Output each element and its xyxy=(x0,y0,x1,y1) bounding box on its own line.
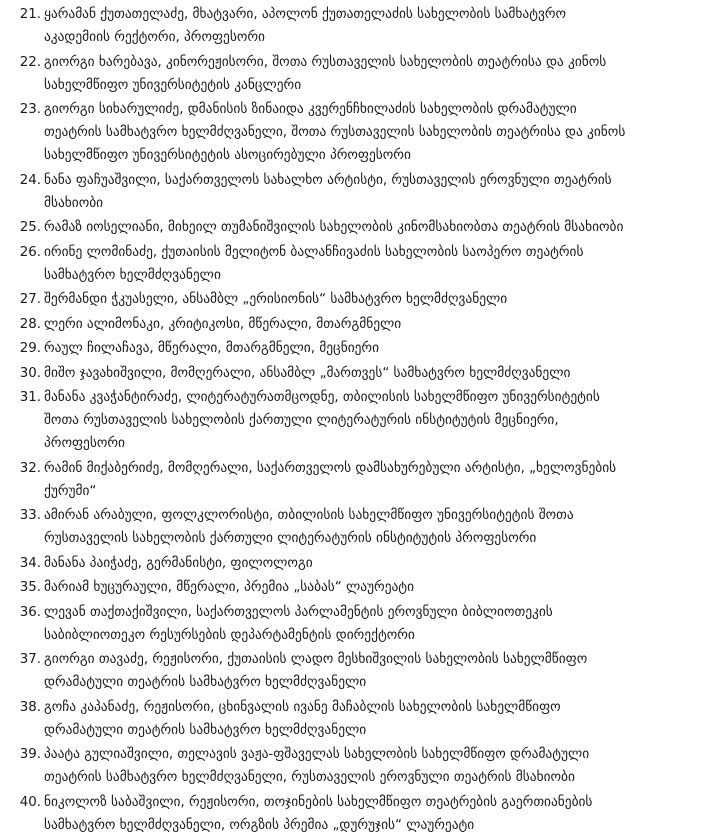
list-item-number: 23. xyxy=(19,102,41,117)
list-item-line: შოთა რუსთაველის სახელობის ქართული ლიტერატურის ინსტიტუტის მეცნიერი, xyxy=(44,413,559,428)
list-item-text xyxy=(44,457,701,503)
list-item-number: 27. xyxy=(19,292,41,307)
list-item-text xyxy=(44,504,701,550)
list-item-number: 24. xyxy=(19,172,41,188)
list-item-line: მანანა კვაჭანტირაძე, ლიტერატურათმცოდნე, თბილისის სახელმწიფო უნივერსიტეტის xyxy=(44,390,600,405)
list-item-line: მარიამ ხუცურაული, მწერალი, პრემია „საბას“ ლაურეატი xyxy=(44,580,415,595)
list-item xyxy=(0,337,701,360)
list-item-number: 33. xyxy=(19,508,41,523)
list-item-line: სამხატვრო ხელმძღვანელი xyxy=(44,267,221,283)
list-item-line: გიორგი ხარებავა, კინორეჟისორი, შოთა რუსთაველის სახელობის თეატრისა და კინოს xyxy=(44,54,607,70)
list-item-number: 35. xyxy=(19,580,41,595)
list-item xyxy=(0,216,701,239)
list-item xyxy=(0,457,701,503)
list-item-line: მიშო ჯავახიშვილი, მომღერალი, ანსამბლ „მართვეს“ სამხატვრო ხელმძღვანელი xyxy=(44,365,571,381)
list-item-line: ქურუმი“ xyxy=(44,483,97,499)
list-item-line: პროფესორი xyxy=(44,436,125,451)
list-item xyxy=(0,743,701,789)
list-item-number: 40. xyxy=(19,794,41,810)
list-item-number: 31. xyxy=(19,390,41,405)
list-item xyxy=(0,791,701,837)
list-item-number: 39. xyxy=(19,747,41,762)
list-item xyxy=(0,169,701,215)
list-item-number: 30. xyxy=(19,365,41,381)
list-item-number: 25. xyxy=(19,220,41,235)
list-item-line: მანანა პაიჭაძე, გერმანისტი, ფილოლოგი xyxy=(44,555,313,571)
list-item xyxy=(0,696,701,742)
list-item-text xyxy=(44,241,701,287)
list-item-line: ამირან არაბული, ფოლკლორისტი, თბილისის სახელმწიფო უნივერსიტეტის შოთა xyxy=(44,508,574,523)
list-item-text xyxy=(44,337,701,360)
list-item xyxy=(0,648,701,694)
list-item-text xyxy=(44,576,701,599)
list-item-number: 34. xyxy=(19,555,41,571)
list-item-number: 28. xyxy=(19,316,41,332)
list-item-text xyxy=(44,313,701,336)
list-item-line: რაულ ჩილაჩავა, მწერალი, მთარგმნელი, მეცნიერი xyxy=(44,341,380,356)
list-item-line: გიორგი თავაძე, რეჟისორი, ქუთაისის ლადო მესხიშვილის სახელობის სახელმწიფო xyxy=(44,652,588,667)
list-item-number: 29. xyxy=(19,341,41,356)
list-item xyxy=(0,386,701,455)
list-item-line: რუსთაველის სახელობის ქართული ლიტერატურის ინსტიტუტის პროფესორი xyxy=(44,531,537,546)
list-item-text xyxy=(44,648,701,694)
list-item-line: ნანა ფაჩუაშვილი, საქართველოს სახალხო არტისტი, რუსთაველის ეროვნული თეატრის xyxy=(44,172,612,188)
list-item-line: შერმანდი ჭკუასელი, ანსამბლ „ერისიონის“ სამხატვრო ხელმძღვანელი xyxy=(44,292,508,307)
list-item-text xyxy=(44,696,701,742)
list-item xyxy=(0,601,701,647)
list-item-text xyxy=(44,98,701,167)
list-item xyxy=(0,552,701,575)
list-item-number: 36. xyxy=(19,604,41,620)
list-item-line: მსახიობი xyxy=(44,195,104,211)
list-item-line: პაატა გულიაშვილი, თელავის ვაჟა-ფშაველას სახელობის სახელმწიფო დრამატული xyxy=(44,747,590,762)
list-item-text xyxy=(44,288,701,311)
list-item-text xyxy=(44,3,701,49)
list-item xyxy=(0,576,701,599)
list-item-number: 21. xyxy=(19,7,41,22)
list-item-line: სახელმწიფო უნივერსიტეტის კანცლერი xyxy=(44,77,302,93)
list-item-line: გიორგი სიხარულიძე, დმანისის ზინაიდა კვერენჩხილაძის სახელობის დრამატული xyxy=(44,102,577,117)
list-item-line: საბიბლიოთეკო რესურსების დეპარტამენტის დირექტორი xyxy=(44,627,415,643)
list-item-text xyxy=(44,743,701,789)
list-item-number: 22. xyxy=(19,54,41,70)
list-item-line: დრამატული თეატრის სამხატვრო ხელმძღვანელი xyxy=(44,722,367,738)
list-item-number: 37. xyxy=(19,652,41,667)
list-item-line: სახელმწიფო უნივერსიტეტის ასოცირებული პროფესორი xyxy=(44,148,411,163)
list-item xyxy=(0,362,701,385)
list-item-line: სამხატვრო ხელმძღვანელი, ორგზის პრემია „დურუჯის“ ლაურეატი xyxy=(44,817,475,833)
list-item xyxy=(0,241,701,287)
list-item-text xyxy=(44,386,701,455)
list-item-line: დრამატული თეატრის სამხატვრო ხელმძღვანელი xyxy=(44,675,367,690)
list-item xyxy=(0,288,701,311)
list-item-text xyxy=(44,552,701,575)
list-item-line: ყარამან ქუთათელაძე, მხატვარი, აპოლონ ქუთათელაძის სახელობის სამხატვრო xyxy=(44,7,567,22)
list-item-line: ირინე ლომინაძე, ქუთაისის მელიტონ ბალანჩივაძის სახელობის საოპერო თეატრის xyxy=(44,244,584,260)
list-item-line: გოჩა კაპანაძე, რეჟისორი, ცხინვალის ივანე მაჩაბლის სახელობის სახელმწიფო xyxy=(44,699,561,715)
list-item-line: თეატრის სამხატვრო ხელმძღვანელი, შოთა რუსთაველის სახელობის თეატრისა და კინოს xyxy=(44,125,626,140)
list-item xyxy=(0,98,701,167)
list-item-text xyxy=(44,601,701,647)
list-item-line: რამინ მიქაბერიძე, მომღერალი, საქართველოს დამსახურებული არტისტი, „ხელოვნების xyxy=(44,460,617,476)
list-item-number: 32. xyxy=(19,460,41,476)
list-item-line: რამაზ იოსელიანი, მიხეილ თუმანიშვილის სახელობის კინომსახიობთა თეატრის მსახიობი xyxy=(44,220,624,235)
list-item-text xyxy=(44,169,701,215)
list-item-text xyxy=(44,791,701,837)
list-item-line: აკადემიის რექტორი, პროფესორი xyxy=(44,30,265,45)
list-item-text xyxy=(44,216,701,239)
list-item xyxy=(0,3,701,49)
list-item-line: თეატრის სამხატვრო ხელმძღვანელი, რუსთაველის ეროვნული თეატრის მსახიობი xyxy=(44,770,575,785)
list-item xyxy=(0,51,701,97)
numbered-list xyxy=(0,3,701,838)
list-item-text xyxy=(44,362,701,385)
list-item xyxy=(0,504,701,550)
list-item-line: ნიკოლოზ საბაშვილი, რეჟისორი, თოჯინების სახელმწიფო თეატრების გაერთიანების xyxy=(44,794,593,810)
list-item-line: ლერი ალიმონაკი, კრიტიკოსი, მწერალი, მთარგმნელი xyxy=(44,316,402,332)
list-item-number: 26. xyxy=(19,244,41,260)
list-item-line: ლევან თაქთაქიშვილი, საქართველოს პარლამენტის ეროვნული ბიბლიოთეკის xyxy=(44,604,553,620)
list-item xyxy=(0,313,701,336)
list-item-text xyxy=(44,51,701,97)
list-item-number: 38. xyxy=(19,699,41,715)
